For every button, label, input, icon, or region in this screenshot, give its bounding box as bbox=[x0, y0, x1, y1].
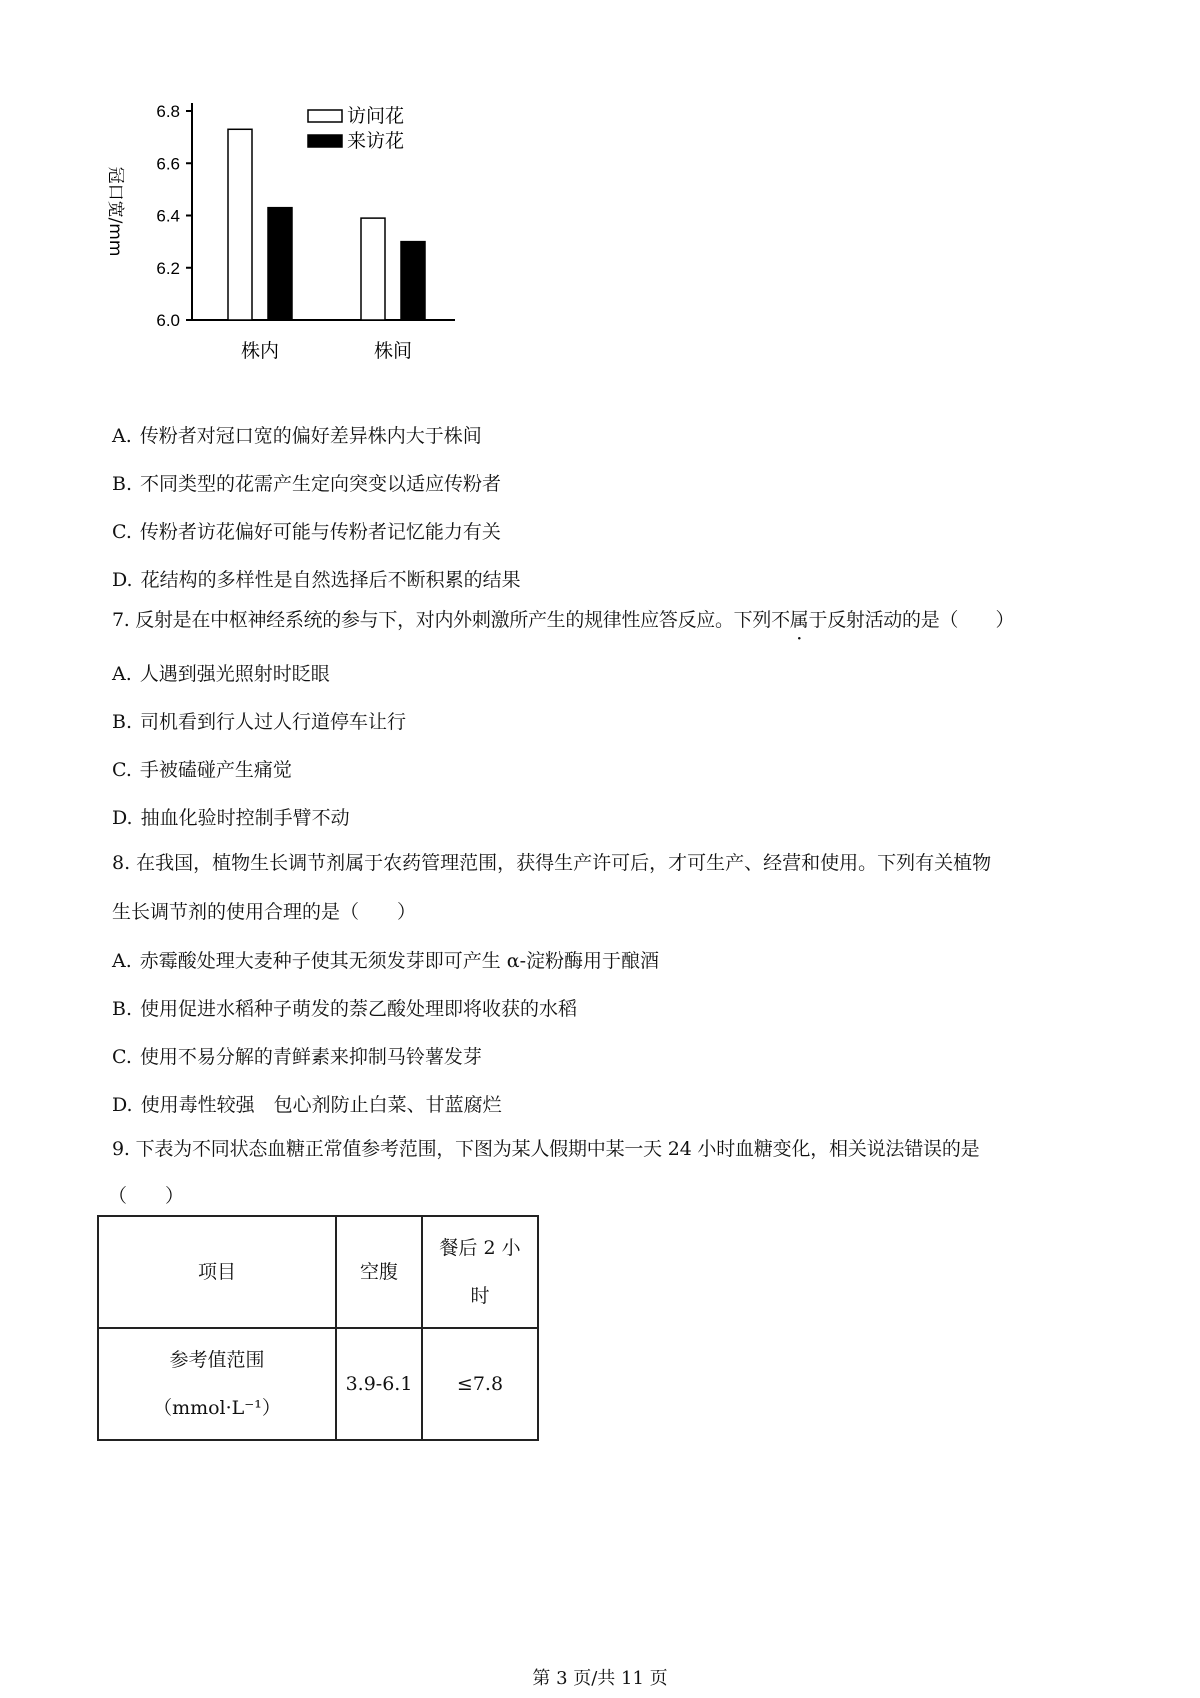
option-label: C. bbox=[112, 1046, 132, 1068]
q6-option-d bbox=[112, 565, 521, 592]
bar-visited bbox=[361, 218, 385, 320]
y-tick-label: 6.4 bbox=[156, 206, 180, 226]
table-row-label bbox=[98, 1328, 336, 1440]
legend-swatch bbox=[308, 135, 342, 147]
y-tick-label: 6.0 bbox=[156, 311, 180, 330]
table-cell-after-meal: ≤7.8 bbox=[422, 1328, 538, 1440]
q7-stem-after: 反射活动的是（ ） bbox=[827, 609, 1015, 631]
q8-option-d bbox=[112, 1090, 502, 1117]
table-row bbox=[98, 1328, 538, 1440]
option-text: 赤霉酸处理大麦种子使其无须发芽即可产生 α-淀粉酶用于酿酒 bbox=[139, 950, 660, 972]
option-text: 传粉者访花偏好可能与传粉者记忆能力有关 bbox=[139, 521, 501, 543]
q6-option-a bbox=[112, 421, 482, 448]
y-tick-label: 6.8 bbox=[156, 102, 180, 121]
option-label: D. bbox=[112, 1094, 133, 1116]
after-meal-line1: 餐后 2 小 bbox=[439, 1237, 521, 1259]
x-tick-label: 株内 bbox=[240, 340, 280, 362]
q8-option-c bbox=[112, 1042, 482, 1069]
q7-stem-emphasis: 不属于 bbox=[771, 609, 828, 631]
q6-option-c bbox=[112, 517, 501, 544]
after-meal-line2: 时 bbox=[470, 1285, 490, 1307]
q7-option-c bbox=[112, 755, 292, 782]
table-header-fasting: 空腹 bbox=[336, 1216, 422, 1328]
q7-option-d bbox=[112, 803, 350, 830]
legend-swatch bbox=[308, 110, 342, 122]
option-text: 花结构的多样性是自然选择后不断积累的结果 bbox=[140, 569, 521, 591]
row-label-line2: （mmol·L⁻¹） bbox=[153, 1397, 281, 1419]
blood-glucose-table bbox=[97, 1215, 539, 1441]
option-text: 不同类型的花需产生定向突变以适应传粉者 bbox=[140, 473, 502, 495]
option-text: 使用促进水稻种子萌发的萘乙酸处理即将收获的水稻 bbox=[140, 998, 578, 1020]
option-text: 司机看到行人过人行道停车让行 bbox=[140, 711, 407, 733]
option-label: A. bbox=[112, 663, 132, 685]
q8-option-b bbox=[112, 994, 577, 1021]
y-tick-label: 6.6 bbox=[156, 154, 180, 174]
option-label: B. bbox=[112, 473, 133, 495]
option-text: 人遇到强光照射时眨眼 bbox=[139, 663, 330, 685]
table-cell-fasting: 3.9-6.1 bbox=[336, 1328, 422, 1440]
chart-svg bbox=[90, 95, 470, 395]
option-text: 使用不易分解的青鲜素来抑制马铃薯发芽 bbox=[139, 1046, 482, 1068]
q9-stem-line2: （ ） bbox=[108, 1185, 185, 1207]
table-row bbox=[98, 1216, 538, 1328]
q7-option-b bbox=[112, 707, 406, 734]
q8-stem-line1: 8. 在我国，植物生长调节剂属于农药管理范围，获得生产许可后，才可生产、经营和使用。下列有关植物 bbox=[112, 852, 992, 874]
bar-chart bbox=[90, 95, 470, 395]
option-label: B. bbox=[112, 711, 133, 733]
q7-stem bbox=[112, 605, 1014, 632]
option-label: C. bbox=[112, 521, 132, 543]
legend-label: 来访花 bbox=[347, 130, 405, 152]
q6-option-b bbox=[112, 469, 501, 496]
legend-label: 访问花 bbox=[347, 105, 405, 127]
x-tick-label: 株间 bbox=[373, 340, 413, 362]
bar-visited bbox=[228, 129, 252, 320]
y-tick-label: 6.2 bbox=[156, 258, 180, 278]
option-label: D. bbox=[112, 807, 133, 829]
bar-visiting bbox=[268, 208, 292, 320]
table-header-after-meal bbox=[422, 1216, 538, 1328]
option-text: 抽血化验时控制手臂不动 bbox=[140, 807, 350, 829]
option-label: D. bbox=[112, 569, 133, 591]
option-label: C. bbox=[112, 759, 132, 781]
option-text: 使用毒性较强 包心剂防止白菜、甘蓝腐烂 bbox=[140, 1094, 502, 1116]
y-axis-label: 冠口宽/mm bbox=[105, 166, 125, 257]
bar-visiting bbox=[401, 242, 425, 320]
page-footer: 第 3 页/共 11 页 bbox=[532, 1668, 668, 1689]
q9-stem-line1: 9. 下表为不同状态血糖正常值参考范围，下图为某人假期中某一天 24 小时血糖变化，相关说法错误的是 bbox=[112, 1138, 980, 1160]
table-header-item: 项目 bbox=[98, 1216, 336, 1328]
option-label: A. bbox=[112, 425, 132, 447]
option-label: B. bbox=[112, 998, 133, 1020]
q7-stem-before: 7. 反射是在中枢神经系统的参与下，对内外刺激所产生的规律性应答反应。下列 bbox=[112, 609, 772, 631]
q7-option-a bbox=[112, 659, 330, 686]
row-label-line1: 参考值范围 bbox=[169, 1349, 265, 1371]
q8-option-a bbox=[112, 946, 659, 973]
option-text: 手被磕碰产生痛觉 bbox=[139, 759, 292, 781]
option-label: A. bbox=[112, 950, 132, 972]
option-text: 传粉者对冠口宽的偏好差异株内大于株间 bbox=[139, 425, 482, 447]
q8-stem-line2: 生长调节剂的使用合理的是（ ） bbox=[112, 901, 417, 923]
